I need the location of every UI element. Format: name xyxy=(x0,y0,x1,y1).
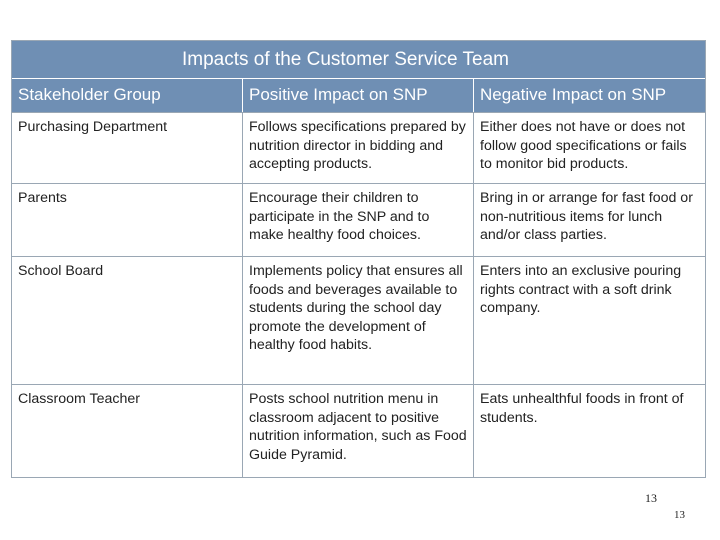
cell-stakeholder-group: School Board xyxy=(12,257,243,384)
cell-negative-impact: Enters into an exclusive pouring rights contract with a soft drink company. xyxy=(480,263,682,316)
cell-negative-impact: Either does not have or does not follow good specifications or fails to monitor bid products. xyxy=(480,119,687,172)
cell-positive-impact: Encourage their children to participate in the SNP and to make healthy food choices. xyxy=(243,184,474,256)
table-row xyxy=(12,256,705,384)
cell-negative-impact: Bring in or arrange for fast food or non-nutritious items for lunch and/or class parties. xyxy=(480,190,693,243)
cell-negative-impact: Eats unhealthful foods in front of students. xyxy=(480,391,684,426)
table-body xyxy=(12,112,705,477)
table-title: Impacts of the Customer Service Team xyxy=(12,41,705,78)
cell-positive-impact: Follows specifications prepared by nutrition director in bidding and accepting products. xyxy=(243,113,474,183)
page-number: 13 xyxy=(645,491,657,505)
cell-positive-impact: Implements policy that ensures all foods and beverages available to students during the school day promote the development of healthy food habits. xyxy=(243,257,474,384)
table-row xyxy=(12,384,705,477)
column-header-negative-impact: Negative Impact on SNP xyxy=(480,85,667,104)
impacts-table xyxy=(11,40,706,478)
cell-stakeholder-group: Classroom Teacher xyxy=(12,385,243,477)
cell-positive-impact: Posts school nutrition menu in classroom adjacent to positive nutrition information, such as Food Guide Pyramid. xyxy=(243,385,474,477)
table-row xyxy=(12,183,705,256)
cell-stakeholder-group: Purchasing Department xyxy=(12,113,243,183)
column-header-stakeholder-group: Stakeholder Group xyxy=(12,79,243,112)
column-header-positive-impact: Positive Impact on SNP xyxy=(243,79,474,112)
cell-stakeholder-group: Parents xyxy=(12,184,243,256)
slide-number: 13 xyxy=(674,509,685,521)
table-row xyxy=(12,112,705,183)
table-header-row xyxy=(12,78,705,112)
